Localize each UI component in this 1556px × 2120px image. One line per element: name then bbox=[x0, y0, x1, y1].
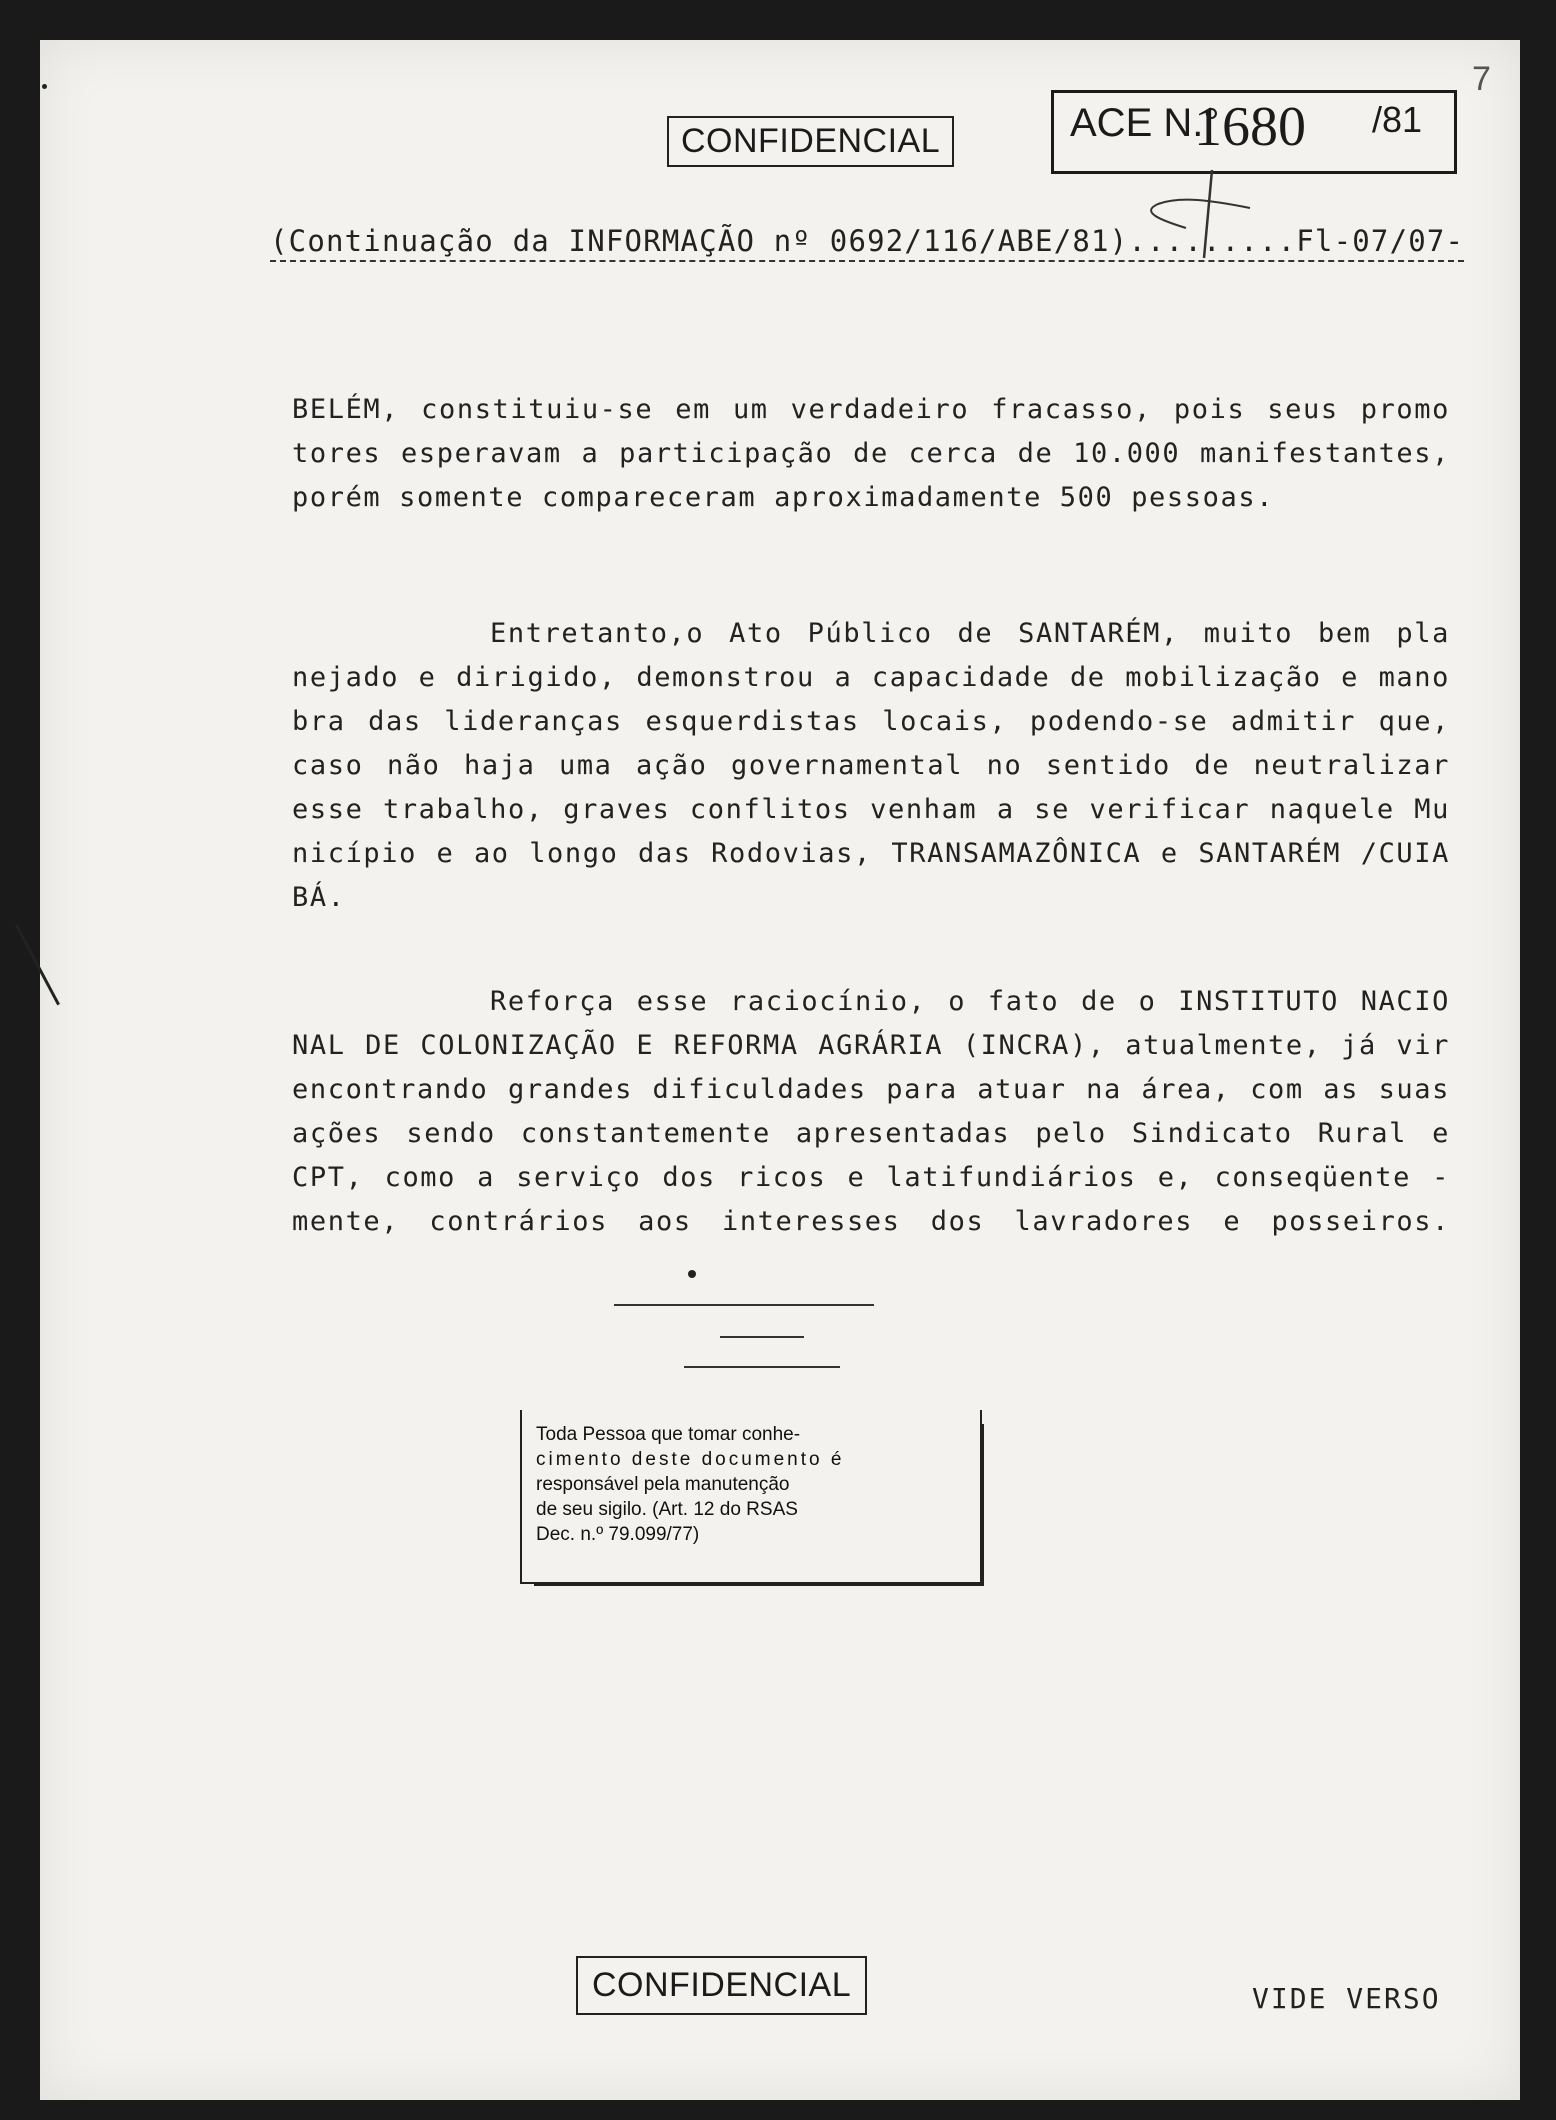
text-line: encontrando grandes dificuldades para atuar na área, com as suas bbox=[292, 1074, 1450, 1105]
confidential-stamp-bottom: CONFIDENCIAL bbox=[576, 1956, 867, 2015]
text-line: tores esperavam a participação de cerca de 10.000 manifestantes, bbox=[292, 438, 1450, 469]
scan-speck bbox=[42, 84, 47, 89]
text-line: nejado e dirigido, demonstrou a capacidade de mobilização e mano bbox=[292, 662, 1450, 693]
ace-number: 1680 bbox=[1194, 96, 1306, 158]
continuation-header: (Continuação da INFORMAÇÃO nº 0692/116/ABE/81).........Fl-07/07- bbox=[270, 224, 1464, 262]
text-line: nicípio e ao longo das Rodovias, TRANSAMAZÔNICA e SANTARÉM /CUIA bbox=[292, 838, 1450, 869]
signature-line bbox=[614, 1304, 874, 1306]
text-line: BELÉM, constituiu-se em um verdadeiro fracasso, pois seus promo bbox=[292, 394, 1450, 425]
notice-line: de seu sigilo. (Art. 12 do RSAS bbox=[536, 1499, 798, 1520]
notice-line: Toda Pessoa que tomar conhe- bbox=[536, 1424, 801, 1445]
confidential-stamp-top: CONFIDENCIAL bbox=[667, 116, 954, 167]
notice-line: responsável pela manutenção bbox=[536, 1474, 790, 1495]
paragraph-3 bbox=[292, 980, 1450, 1244]
text-line: mente, contrários aos interesses dos lavradores e posseiros. bbox=[292, 1206, 1450, 1237]
corner-page-number: 7 bbox=[1472, 60, 1491, 98]
signature-line bbox=[684, 1366, 840, 1368]
text-line: Reforça esse raciocínio, o fato de o INSTITUTO NACIO bbox=[490, 986, 1450, 1017]
text-line: esse trabalho, graves conflitos venham a se verificar naquele Mu bbox=[292, 794, 1450, 825]
text-line: bra das lideranças esquerdistas locais, podendo-se admitir que, bbox=[292, 706, 1450, 737]
ace-year: /81 bbox=[1372, 99, 1423, 140]
text-line: caso não haja uma ação governamental no sentido de neutralizar bbox=[292, 750, 1450, 781]
paragraph-1 bbox=[292, 388, 1450, 520]
signature-line bbox=[720, 1336, 804, 1338]
text-line: ações sendo constantemente apresentadas pelo Sindicato Rural e bbox=[292, 1118, 1450, 1149]
ace-label: ACE N.° bbox=[1070, 101, 1220, 145]
scan-mark bbox=[15, 925, 60, 1006]
text-line: NAL DE COLONIZAÇÃO E REFORMA AGRÁRIA (INCRA), atualmente, já vir bbox=[292, 1030, 1450, 1061]
text-line: CPT, como a serviço dos ricos e latifundiários e, conseqüente - bbox=[292, 1162, 1450, 1193]
notice-line: Dec. n.º 79.099/77) bbox=[536, 1524, 700, 1545]
text-line: porém somente compareceram aproximadamente 500 pessoas. bbox=[292, 482, 1275, 513]
text-line: BÁ. bbox=[292, 882, 346, 913]
mark-dot bbox=[688, 1270, 696, 1278]
paragraph-2 bbox=[292, 612, 1450, 920]
document-page bbox=[40, 40, 1520, 2100]
confidentiality-notice-stamp bbox=[520, 1410, 982, 1584]
text-line: Entretanto,o Ato Público de SANTARÉM, muito bem pla bbox=[490, 618, 1450, 649]
notice-line: cimento deste documento é bbox=[536, 1449, 845, 1470]
vide-verso-note: VIDE VERSO bbox=[1252, 1982, 1441, 2015]
